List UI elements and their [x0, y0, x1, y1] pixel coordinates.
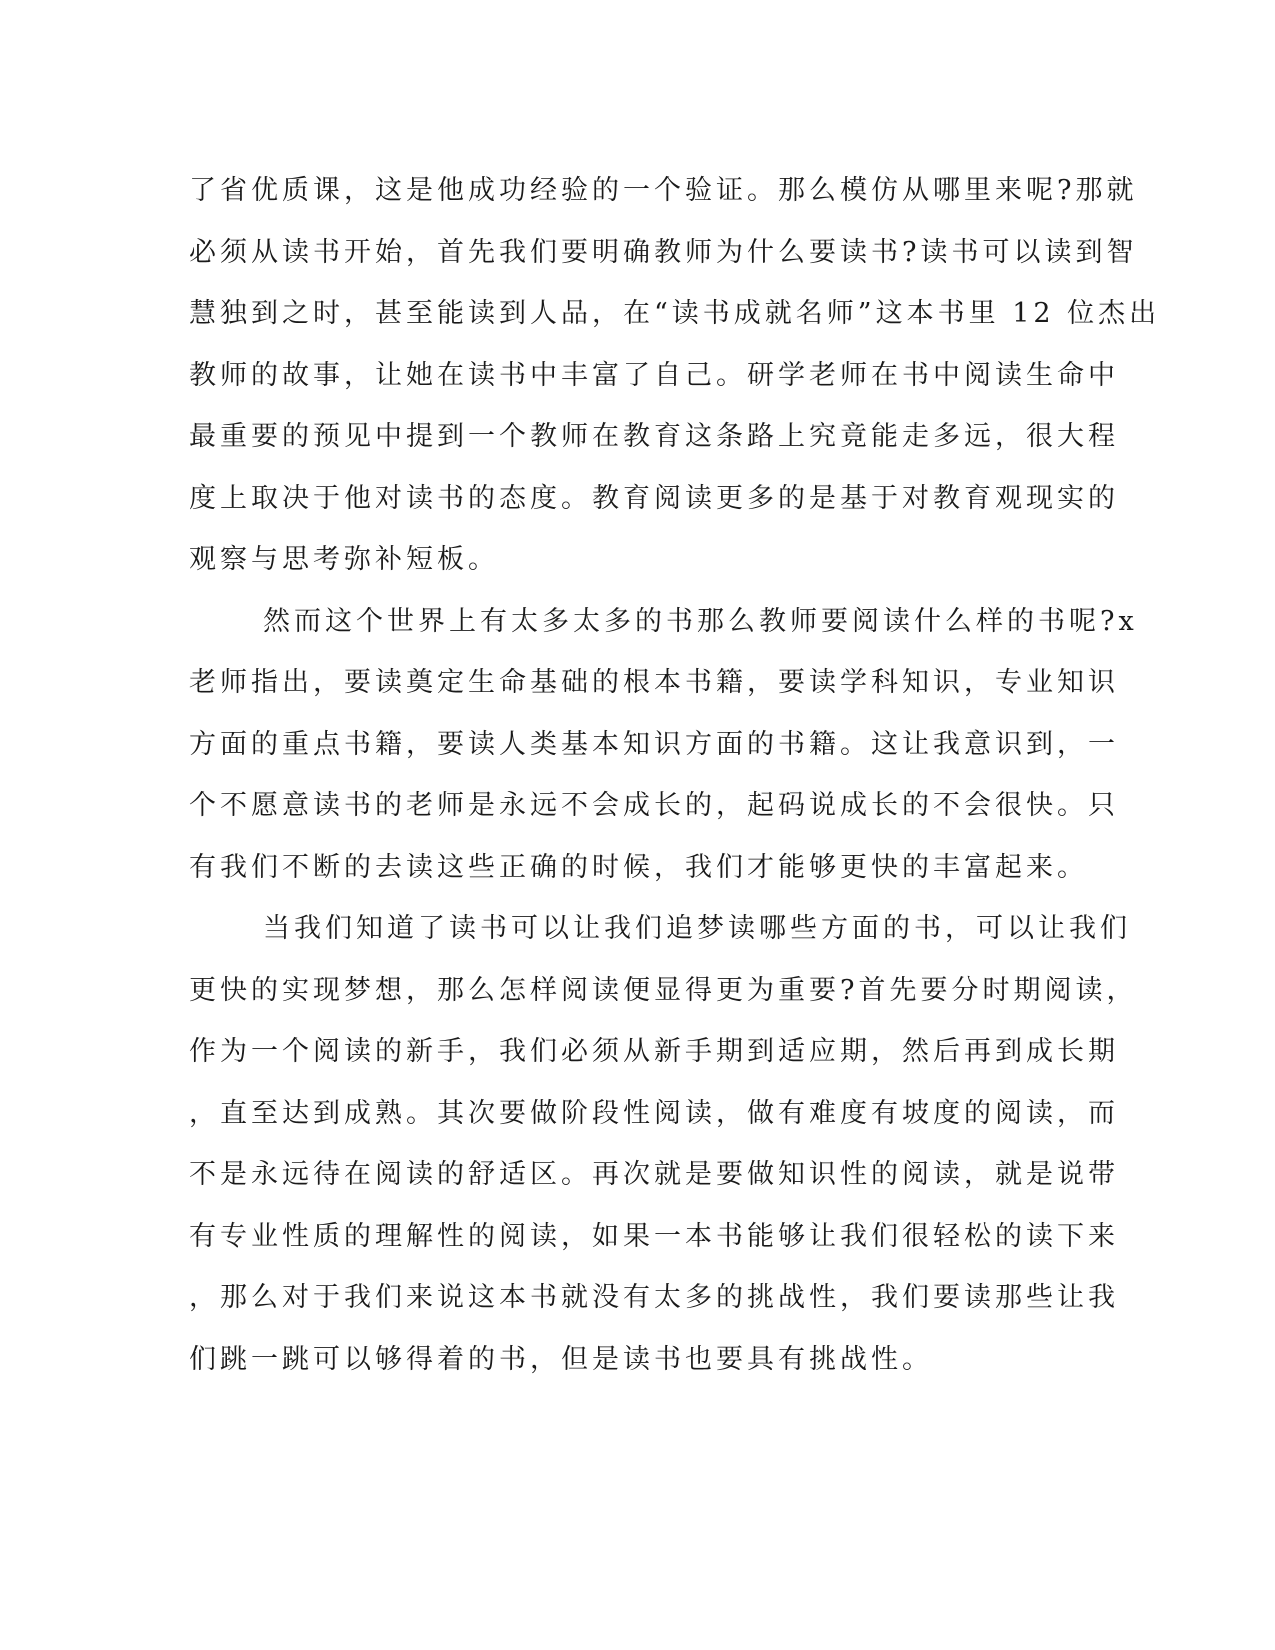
paragraph [189, 898, 1138, 1390]
text-line: 有专业性质的理解性的阅读，如果一本书能够让我们很轻松的读下来 [189, 1220, 1119, 1252]
text-line: 了省优质课，这是他成功经验的一个验证。那么模仿从哪里来呢?那就 [189, 175, 1138, 206]
text-line: 们跳一跳可以够得着的书，但是读书也要具有挑战性。 [189, 1343, 933, 1375]
text-line: 不是永远待在阅读的舒适区。再次就是要做知识性的阅读，就是说带 [189, 1159, 1119, 1190]
text-line: 更快的实现梦想，那么怎样阅读便显得更为重要?首先要分时期阅读， [189, 974, 1138, 1006]
text-line: 度上取决于他对读书的态度。教育阅读更多的是基于对教育观现实的 [189, 482, 1119, 514]
text-line: 方面的重点书籍，要读人类基本知识方面的书籍。这让我意识到，一 [189, 728, 1119, 760]
text-line: ，那么对于我们来说这本书就没有太多的挑战性，我们要读那些让我 [189, 1282, 1119, 1313]
text-line: 慧独到之时，甚至能读到人品，在“读书成就名师”这本书里 12 位杰出 [189, 298, 1161, 329]
text-line: 观察与思考弥补短板。 [189, 544, 499, 575]
paragraph [189, 160, 1161, 591]
text-line: 然而这个世界上有太多太多的书那么教师要阅读什么样的书呢?x [263, 605, 1138, 637]
text-line: 最重要的预见中提到一个教师在教育这条路上究竟能走多远，很大程 [189, 421, 1119, 452]
text-line: 必须从读书开始，首先我们要明确教师为什么要读书?读书可以读到智 [189, 236, 1138, 268]
text-line: 作为一个阅读的新手，我们必须从新手期到适应期，然后再到成长期 [189, 1036, 1119, 1067]
document-body [189, 160, 1161, 1390]
text-line: 教师的故事，让她在读书中丰富了自己。研学老师在书中阅读生命中 [189, 359, 1119, 391]
text-line: 老师指出，要读奠定生命基础的根本书籍，要读学科知识，专业知识 [189, 667, 1119, 698]
text-line: ，直至达到成熟。其次要做阶段性阅读，做有难度有坡度的阅读，而 [189, 1097, 1119, 1129]
text-line: 有我们不断的去读这些正确的时候，我们才能够更快的丰富起来。 [189, 851, 1088, 883]
text-line: 当我们知道了读书可以让我们追梦读哪些方面的书，可以让我们 [263, 913, 1131, 944]
paragraph [189, 591, 1138, 899]
text-line: 个不愿意读书的老师是永远不会成长的，起码说成长的不会很快。只 [189, 790, 1119, 821]
